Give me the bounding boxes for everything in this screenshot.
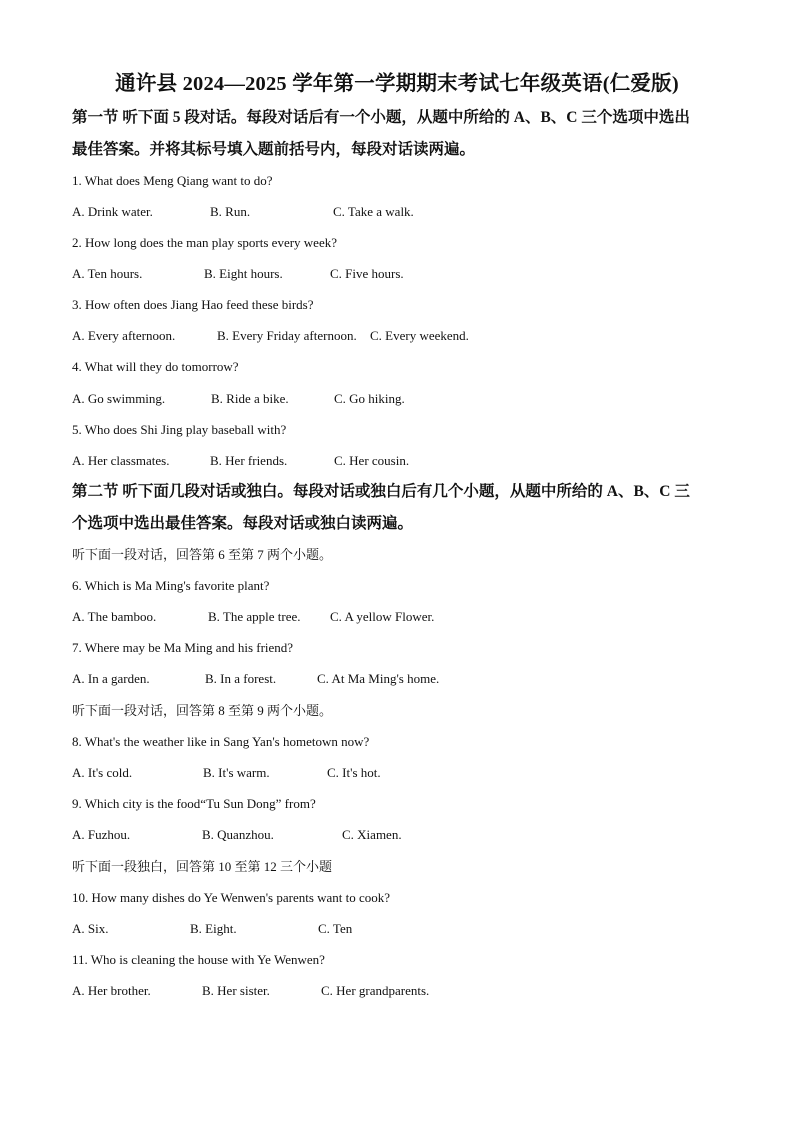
q1-option-b: B. Run. [210, 204, 251, 219]
question-4: 4. What will they do tomorrow? [72, 359, 239, 374]
q11-option-b: B. Her sister. [202, 983, 270, 998]
q5-option-a: A. Her classmates. [72, 453, 170, 468]
question-2: 2. How long does the man play sports every week? [72, 235, 337, 250]
section2-instruction-line2: 个选项中选出最佳答案。每段对话或独白读两遍。 [72, 515, 414, 532]
q9-option-b: B. Quanzhou. [202, 827, 274, 842]
q11-option-a: A. Her brother. [72, 983, 151, 998]
question-9: 9. Which city is the food“Tu Sun Dong” from? [72, 796, 316, 811]
q4-option-b: B. Ride a bike. [211, 391, 289, 406]
q4-option-a: A. Go swimming. [72, 391, 166, 406]
question-6: 6. Which is Ma Ming's favorite plant? [72, 578, 270, 593]
q10-option-c: C. Ten [318, 921, 353, 936]
q10-option-b: B. Eight. [190, 921, 237, 936]
section1-instruction-line2: 最佳答案。并将其标号填入题前括号内，每段对话读两遍。 [72, 141, 476, 158]
q3-option-c: C. Every weekend. [370, 328, 469, 343]
section1-instruction-line1: 第一节 听下面 5 段对话。每段对话后有一个小题，从题中所给的 A、B、C 三个选项中选出 [72, 109, 690, 126]
q3-option-a: A. Every afternoon. [72, 328, 176, 343]
q1-option-a: A. Drink water. [72, 204, 153, 219]
q2-option-a: A. Ten hours. [72, 266, 143, 281]
question-8: 8. What's the weather like in Sang Yan's hometown now? [72, 734, 370, 749]
q1-option-c: C. Take a walk. [333, 204, 414, 219]
question-3: 3. How often does Jiang Hao feed these birds? [72, 297, 314, 312]
q6-option-a: A. The bamboo. [72, 609, 157, 624]
q2-option-c: C. Five hours. [330, 266, 404, 281]
section2-instruction-line1: 第二节 听下面几段对话或独白。每段对话或独白后有几个小题，从题中所给的 A、B、C 三 [72, 483, 690, 500]
question-10: 10. How many dishes do Ye Wenwen's parents want to cook? [72, 890, 391, 905]
question-5: 5. Who does Shi Jing play baseball with? [72, 422, 287, 437]
page-title: 通许县 2024—2025 学年第一学期期末考试七年级英语(仁爱版) [115, 73, 679, 95]
q5-option-c: C. Her cousin. [334, 453, 410, 468]
q9-option-c: C. Xiamen. [342, 827, 402, 842]
q7-option-c: C. At Ma Ming's home. [317, 671, 440, 686]
q7-option-b: B. In a forest. [205, 671, 277, 686]
q11-option-c: C. Her grandparents. [321, 983, 430, 998]
q7-option-a: A. In a garden. [72, 671, 150, 686]
q6-option-b: B. The apple tree. [208, 609, 301, 624]
question-1: 1. What does Meng Qiang want to do? [72, 173, 273, 188]
question-11: 11. Who is cleaning the house with Ye Wenwen? [72, 952, 325, 967]
q4-option-c: C. Go hiking. [334, 391, 405, 406]
q5-option-b: B. Her friends. [210, 453, 288, 468]
question-7: 7. Where may be Ma Ming and his friend? [72, 640, 294, 655]
q10-option-a: A. Six. [72, 921, 109, 936]
q9-option-a: A. Fuzhou. [72, 827, 131, 842]
q2-option-b: B. Eight hours. [204, 266, 283, 281]
q3-option-b: B. Every Friday afternoon. [217, 328, 357, 343]
intro-q10-12: 听下面一段独白，回答第 10 至第 12 三个小题 [72, 859, 333, 874]
q8-option-c: C. It's hot. [327, 765, 381, 780]
intro-q6-7: 听下面一段对话，回答第 6 至第 7 两个小题。 [72, 547, 333, 562]
q8-option-b: B. It's warm. [203, 765, 270, 780]
intro-q8-9: 听下面一段对话，回答第 8 至第 9 两个小题。 [72, 703, 333, 718]
q6-option-c: C. A yellow Flower. [330, 609, 435, 624]
q8-option-a: A. It's cold. [72, 765, 133, 780]
